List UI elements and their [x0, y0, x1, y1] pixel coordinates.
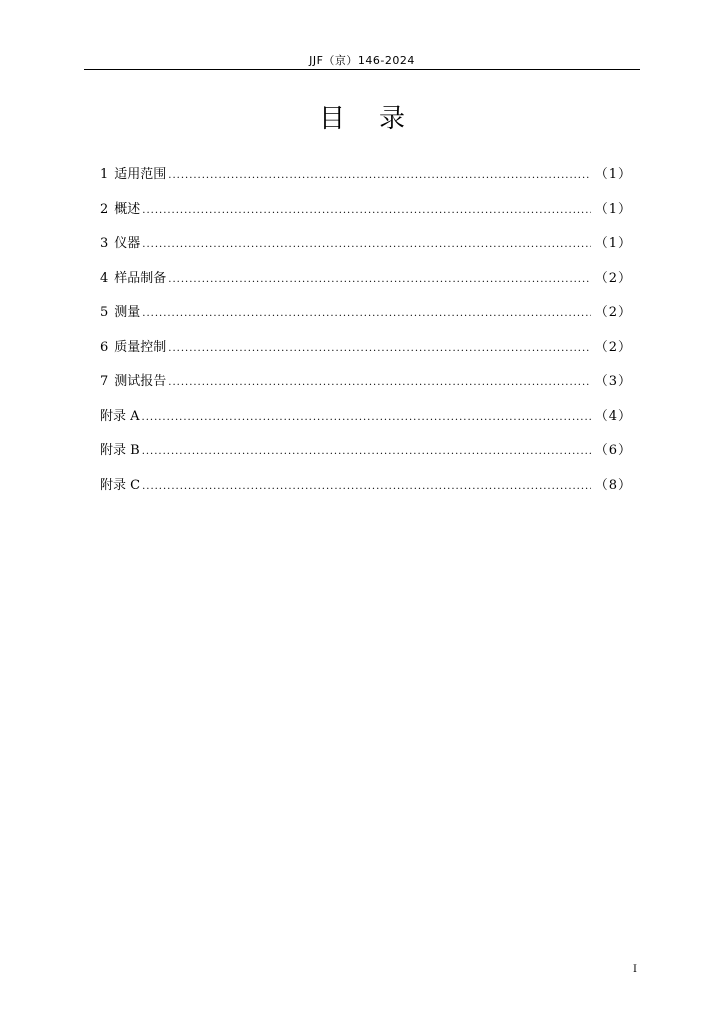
toc-entry-label: [100, 337, 166, 359]
toc-entry-test-report[interactable]: [100, 371, 632, 406]
toc-entry-text: 测量: [114, 305, 141, 320]
toc-entry-label: [100, 406, 140, 428]
toc-entry-page: （2）: [594, 305, 632, 320]
toc-entry-text: 附录 A: [100, 408, 140, 424]
toc-entry-label: [100, 199, 140, 221]
toc-entry-appendix-b[interactable]: [100, 440, 632, 475]
toc-title: 目录: [318, 104, 439, 134]
toc-entry-page: （8）: [594, 477, 632, 493]
toc-entry-label: [100, 268, 166, 290]
toc-entry-text: 测试报告: [114, 374, 167, 389]
toc-entry-label: [100, 440, 140, 462]
toc-entry-text: 概述: [114, 201, 141, 217]
dot-leader: [168, 165, 590, 187]
toc-entry-page: （6）: [594, 443, 632, 458]
toc-entry-text: 适用范围: [114, 167, 167, 182]
dot-leader: [142, 234, 590, 256]
toc-entry-text: 仪器: [114, 236, 141, 251]
dot-leader: [142, 200, 590, 222]
dot-leader: [142, 303, 590, 325]
dot-leader: [168, 372, 590, 394]
toc-entry-sample-preparation[interactable]: [100, 268, 632, 303]
toc-entry-page: （2）: [594, 270, 632, 286]
toc-entry-number: 2: [100, 201, 109, 217]
toc-entry-number: 4: [100, 270, 109, 286]
toc-entry-number: 5: [100, 305, 109, 320]
toc-entry-text: 样品制备: [114, 270, 167, 286]
dot-leader: [142, 441, 591, 463]
page-number: I: [633, 964, 637, 975]
dot-leader: [142, 407, 591, 429]
toc-entry-quality-control[interactable]: [100, 337, 632, 372]
toc-entry-instruments[interactable]: [100, 233, 632, 268]
toc-entry-overview[interactable]: [100, 199, 632, 234]
toc-entry-appendix-c[interactable]: [100, 475, 632, 510]
toc-entry-measurement[interactable]: [100, 302, 632, 337]
toc-entry-text: 附录 B: [100, 443, 140, 458]
header-divider: [84, 69, 640, 70]
toc-entry-page: （1）: [594, 236, 632, 251]
toc-entry-label: [100, 164, 166, 186]
table-of-contents: [100, 164, 632, 509]
toc-entry-appendix-a[interactable]: [100, 406, 632, 441]
dot-leader: [168, 338, 590, 360]
toc-entry-label: [100, 475, 140, 497]
toc-entry-page: （4）: [594, 408, 632, 424]
document-header: JJF（京）146-2024: [309, 54, 415, 67]
toc-entry-page: （3）: [594, 374, 632, 389]
toc-entry-number: 3: [100, 236, 109, 251]
toc-entry-page: （1）: [594, 201, 632, 217]
dot-leader: [168, 269, 590, 291]
toc-entry-label: [100, 233, 140, 255]
toc-entry-page: （1）: [594, 167, 632, 182]
toc-entry-scope[interactable]: [100, 164, 632, 199]
toc-entry-number: 1: [100, 167, 109, 182]
toc-entry-text: 质量控制: [114, 339, 167, 355]
toc-entry-text: 附录 C: [100, 477, 141, 493]
dot-leader: [142, 476, 591, 498]
toc-entry-label: [100, 371, 166, 393]
toc-entry-page: （2）: [594, 339, 632, 355]
toc-entry-number: 7: [100, 374, 109, 389]
toc-entry-number: 6: [100, 339, 109, 355]
toc-entry-label: [100, 302, 140, 324]
